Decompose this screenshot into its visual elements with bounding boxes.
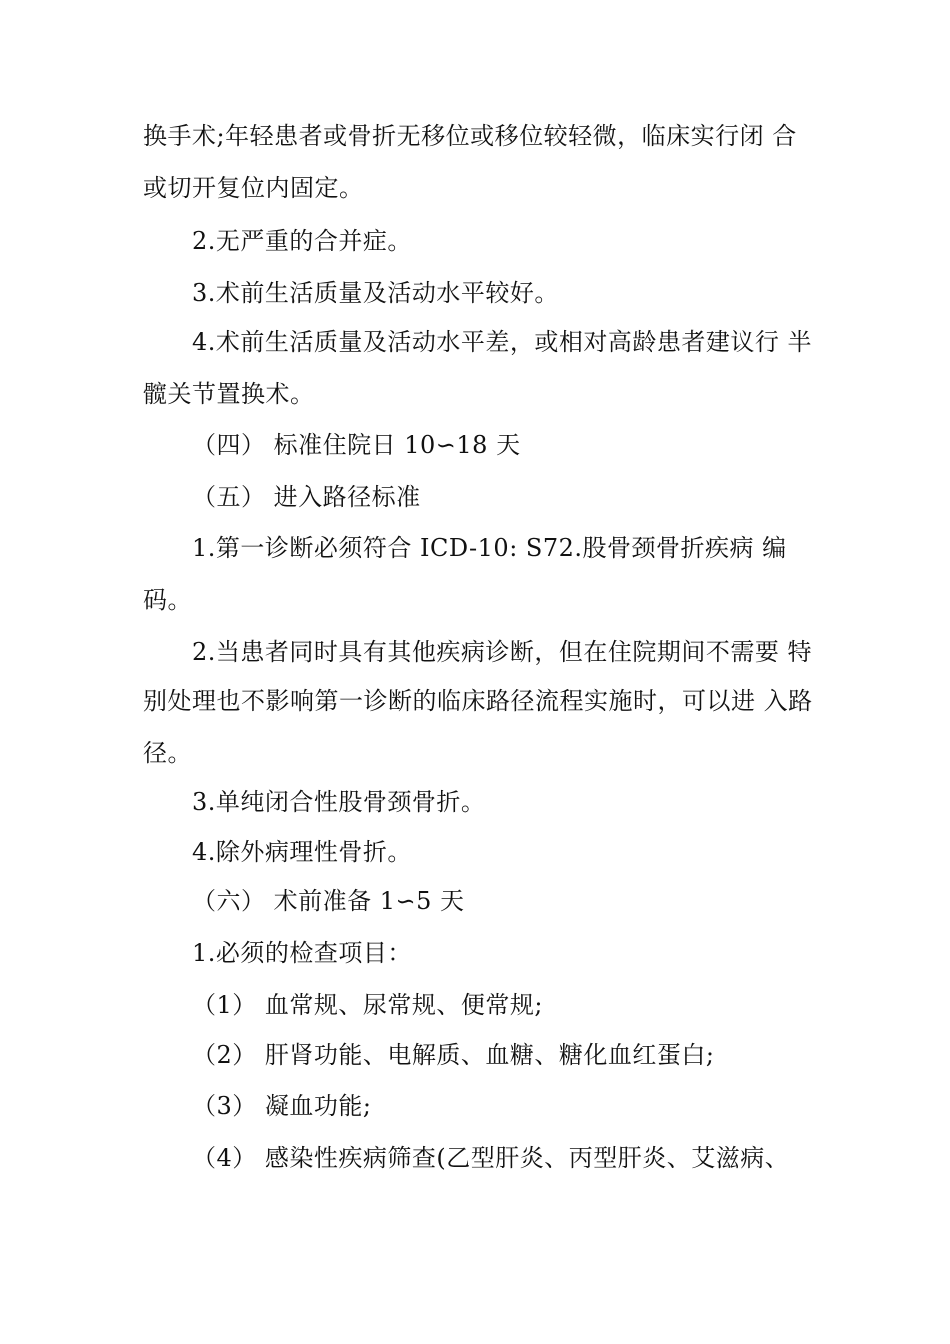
paragraph-line: 码。 (143, 586, 192, 614)
list-item: 3.术前生活质量及活动水平较好。 (192, 279, 559, 307)
list-item: （4） 感染性疾病筛查(乙型肝炎、丙型肝炎、艾滋病、 (192, 1144, 790, 1172)
paragraph-line: 髋关节置换术。 (143, 380, 315, 408)
list-item: 1.第一诊断必须符合 ICD-10: S72.股骨颈骨折疾病 编 (192, 534, 787, 562)
paragraph-line: 别处理也不影响第一诊断的临床路径流程实施时，可以进 入路 (143, 687, 813, 715)
list-item: （3） 凝血功能; (192, 1092, 372, 1120)
paragraph-line: 径。 (143, 739, 192, 767)
list-item: 1.必须的检查项目： (192, 939, 412, 967)
list-item: 2.无严重的合并症。 (192, 227, 412, 255)
paragraph-line: 或切开复位内固定。 (143, 174, 364, 202)
section-heading: （六） 术前准备 1∽5 天 (192, 887, 465, 915)
paragraph-line: 换手术;年轻患者或骨折无移位或移位较轻微，临床实行闭 合 (143, 122, 797, 150)
section-heading: （四） 标准住院日 10∽18 天 (192, 431, 521, 459)
section-heading: （五） 进入路径标准 (192, 483, 421, 511)
list-item: 2.当患者同时具有其他疾病诊断，但在住院期间不需要 特 (192, 638, 813, 666)
list-item: 4.除外病理性骨折。 (192, 838, 412, 866)
list-item: 4.术前生活质量及活动水平差，或相对高龄患者建议行 半 (192, 328, 813, 356)
list-item: （2） 肝肾功能、电解质、血糖、糖化血红蛋白; (192, 1041, 715, 1069)
list-item: 3.单纯闭合性股骨颈骨折。 (192, 788, 486, 816)
list-item: （1） 血常规、尿常规、便常规; (192, 991, 543, 1019)
